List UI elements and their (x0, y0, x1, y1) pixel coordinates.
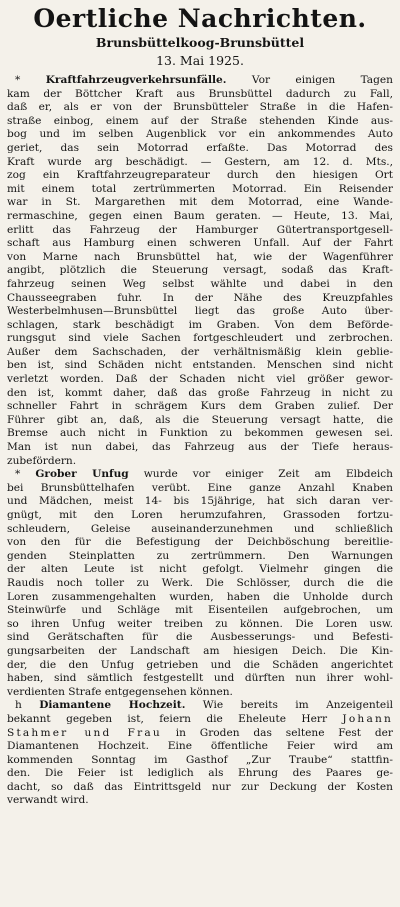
article-line: dacht, so daß das Eintrittsgeld nur zur Deckung der Kosten (7, 780, 393, 793)
article-line: von den für die Befestigung der Deichböschung bereitlie- (7, 536, 393, 549)
article-line: der alten Leute ist nicht gefolgt. Vielmehr gingen die (7, 563, 393, 576)
article-marker: * (15, 468, 21, 481)
article-line: rungsgut sind viele Sachen fortgeschleudert und zerbrochen. (7, 332, 393, 345)
article-line: verwandt wird. (7, 794, 89, 807)
article-line: gnügt, mit den Loren herumzufahren, Grassoden fortzu- (7, 509, 393, 521)
article-line: Führer gibt an, daß, als die Steuerung versagt hatte, die (7, 413, 393, 426)
article-line: bekannt gegeben ist, feiern die Eheleute Herr Johann (7, 712, 393, 725)
article-line: straße einbog, einem auf der Straße stehenden Kinde aus- (7, 114, 393, 127)
article-traffic-accidents (7, 74, 393, 468)
article-line: verletzt worden. Daß der Schaden nicht viel größer gewor- (7, 373, 393, 386)
page-title: Oertliche Nachrichten. (33, 4, 367, 33)
article-marker: * (15, 74, 21, 86)
article-line: haben, sind sämtlich festgestellt und dürften nun ihrer wohl- (7, 672, 393, 685)
article-lead-line (7, 74, 393, 88)
article-marker: h (15, 699, 22, 712)
article-line: rermaschine, gegen einen Baum geraten. — Heute, 13. Mai, (7, 209, 393, 222)
article-line: erlitt das Fahrzeug der Hamburger Gütertransportgesell- (7, 223, 393, 236)
article-line: der, die den Unfug getrieben und die Schäden angerichtet (7, 658, 393, 671)
article-line: schaft aus Hamburg einen schweren Unfall. Auf der Fahrt (7, 237, 393, 250)
article-line: den ist, kommt daher, daß das große Fahrzeug in nicht zu (7, 386, 393, 399)
article-line: kam der Böttcher Kraft aus Brunsbüttel dadurch zu Fall, (7, 87, 393, 100)
article-line: und Mädchen, meist 14- bis 15jährige, hat sich daran ver- (7, 495, 393, 508)
article-lead-line (7, 699, 393, 713)
article-line: Raudis noch toller zu Werk. Die Schlösser, durch die die (7, 576, 393, 589)
article-gross-mischief (7, 468, 393, 699)
article-line: daß er, als er von der Brunsbütteler Straße in die Hafen- (7, 101, 393, 114)
article-line: genden Steinplatten zu zertrümmern. Den Warnungen (7, 549, 393, 562)
article-line: Außer dem Sachschaden, der verhältnismäßig klein geblie- (7, 345, 393, 358)
section-subtitle: Brunsbüttelkoog-Brunsbüttel (95, 35, 305, 50)
article-line: zog ein Kraftfahrzeugreparateur durch den hiesigen Ort (7, 169, 393, 182)
article-line: schlagen, stark beschädigt im Graben. Von dem Beförde- (7, 318, 393, 331)
masthead (7, 4, 393, 70)
article-line: sind Gerätschaften für die Ausbesserungs- und Befesti- (7, 631, 393, 644)
dateline: 13. Mai 1925. (156, 53, 244, 68)
article-line: fahrzeug seinen Weg selbst wählte und dabei in den (7, 277, 393, 290)
article-line: schleudern, Geleise auseinanderzunehmen und schließlich (7, 522, 393, 535)
article-line: wurde vor einiger Zeit am Elbdeich (143, 468, 393, 481)
article-keyword: Diamantene Hochzeit. (39, 699, 186, 712)
article-line: Man ist nun dabei, das Fahrzeug aus der Tiefe heraus- (7, 441, 393, 454)
article-line: Kraft wurde arg beschädigt. — Gestern, am 12. d. Mts., (7, 155, 393, 168)
article-line: angibt, plötzlich die Steuerung versagt, sodaß das Kraft- (7, 264, 393, 277)
article-line: verdienten Strafe entgegensehen können. (7, 685, 233, 698)
article-line: Stahmer und Frau in Groden das seltene Fest der (7, 726, 393, 739)
article-keyword: Grober Unfug (35, 468, 129, 481)
article-line: kommenden Sonntag im Gasthof „Zur Traube“ stattfin- (7, 753, 393, 766)
article-line: war in St. Margarethen mit dem Motorrad, eine Wande- (7, 196, 393, 209)
article-line: Bremse auch nicht in Funktion zu bekommen gewesen sei. (7, 427, 393, 440)
article-line: mit einem total zertrümmerten Motorrad. Ein Reisender (7, 182, 393, 195)
article-line: bei Brunsbüttelhafen verübt. Eine ganze Anzahl Knaben (7, 481, 393, 494)
article-line: ben ist, sind Schäden nicht entstanden. Menschen sind nicht (7, 359, 393, 372)
article-line: den. Die Feier ist lediglich als Ehrung des Paares ge- (7, 767, 393, 780)
article-line: so ihren Unfug weiter treiben zu können. Die Loren usw. (7, 617, 393, 630)
article-line: von Marne nach Brunsbüttel hat, wie der Wagenführer (7, 250, 393, 263)
article-line: geriet, das sein Motorrad erfaßte. Das Motorrad des (7, 141, 393, 154)
article-line: Steinwürfe und Schläge mit Eisenteilen aufgebrochen, um (7, 604, 393, 617)
article-line: Diamantenen Hochzeit. Eine öffentliche Feier wird am (7, 740, 393, 753)
article-line: Westerbelmhusen—Brunsbüttel liegt das große Auto über- (7, 305, 393, 318)
article-diamond-wedding (7, 699, 393, 808)
article-line: Loren zusammengehalten wurden, haben die Unholde durch (7, 590, 393, 603)
article-line: gungsarbeiten der Landschaft am hiesigen Deich. Die Kin- (7, 644, 393, 657)
article-line: schneller Fahrt in schrägem Kurs dem Graben zulief. Der (7, 400, 393, 413)
article-line: Wie bereits im Anzeigenteil (202, 699, 393, 712)
article-lead-line (7, 468, 393, 482)
article-keyword: Kraftfahrzeugverkehrsunfälle. (45, 74, 227, 86)
article-line: zubefördern. (7, 454, 77, 467)
article-line: Chausseegraben fuhr. In der Nähe des Kreuzpfahles (7, 291, 393, 304)
article-line: Vor einigen Tagen (251, 74, 393, 86)
article-line: bog und im selben Augenblick vor ein ankommendes Auto (7, 128, 393, 141)
